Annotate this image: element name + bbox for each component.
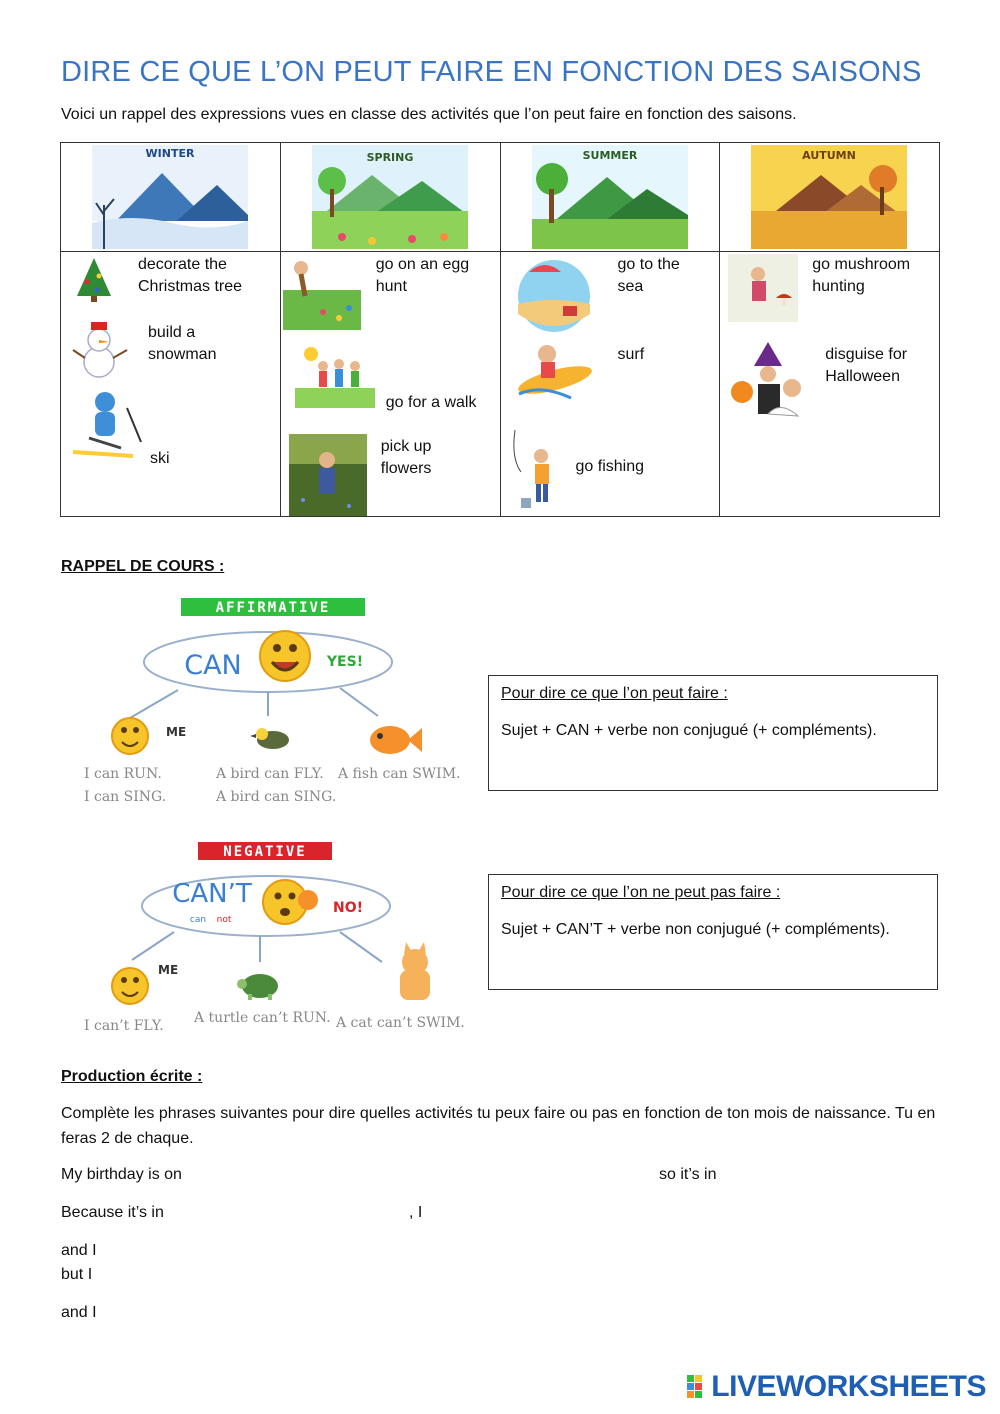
fish-icon [370,726,422,754]
activity-egg-hunt: go on an egg hunt [375,256,470,295]
beach-icon [515,258,593,334]
can-keyword: CAN [184,650,242,681]
me-label: ME [158,963,179,977]
summer-header-cell [500,143,720,252]
no-answer: NO! [332,900,364,916]
autumn-landscape-image [751,145,907,249]
example-i-can-run: I can RUN. [84,766,162,782]
activity-sea: go to the sea [617,256,680,295]
season-label: AUTUMN [802,149,857,162]
example-fish-swim: A fish can SWIM. [338,766,461,782]
example-bird-sing: A bird can SING. [216,789,337,805]
christmas-tree-icon [71,256,117,304]
page-title: DIRE CE QUE L’ON PEUT FAIRE EN FONCTION DES SAISONS [61,56,922,88]
can-rule-box [488,675,938,791]
cant-rule-title: Pour dire ce que l’on ne peut pas faire : [501,884,781,901]
cant-keyword: CAN’T [172,879,252,909]
affirmative-banner: AFFIRMATIVE [215,600,331,616]
example-turtle-run: A turtle can’t RUN. [194,1010,331,1026]
mushroom-hunting-icon [728,254,798,322]
line-because-i-label: , I [409,1204,423,1221]
summer-landscape-image [532,145,688,249]
example-i-can-sing: I can SING. [84,789,167,805]
cat-icon [400,942,430,1000]
activity-ski: ski [150,450,170,467]
halloween-icon [728,340,812,424]
negative-diagram [78,838,478,1054]
winter-landscape-image [92,145,248,249]
happy-emoji-icon [260,631,310,681]
spring-activities-cell [280,252,500,517]
liveworksheets-logo-icon [687,1374,711,1400]
line-but-i: but I [61,1266,93,1283]
expansion-can: can [189,915,207,925]
activity-walk: go for a walk [385,394,477,411]
flowers-photo [289,434,367,516]
cant-rule-formula: Sujet + CAN’T + verbe non conjugué (+ compléments). [501,921,890,938]
line-season-label: so it’s in [659,1166,717,1183]
cant-rule-box [488,874,938,990]
walk-icon [295,344,375,408]
turtle-icon [237,974,278,1000]
activity-pick-flowers: pick up flowers [380,438,432,477]
seasons-table [60,142,940,517]
line-birthday-label: My birthday is on [61,1166,182,1183]
season-label: SPRING [366,151,414,164]
liveworksheets-logo [687,1370,986,1404]
activity-halloween: disguise for Halloween [825,346,908,385]
surfer-icon [511,340,595,404]
can-rule-title: Pour dire ce que l’on peut faire : [501,685,728,702]
me-emoji-icon [112,968,148,1004]
activity-build-snowman: build a snowman [148,324,217,363]
summer-activities-cell [500,252,720,517]
can-rule-formula: Sujet + CAN + verbe non conjugué (+ compléments). [501,722,877,739]
activity-fishing: go fishing [575,458,644,475]
spring-header-cell [280,143,500,252]
me-label: ME [166,725,187,739]
spring-landscape-image [312,145,468,249]
season-label: SUMMER [582,149,637,162]
example-cat-swim: A cat can’t SWIM. [336,1015,465,1031]
production-instructions: Complète les phrases suivantes pour dire quelles activités tu peux faire ou pas en fonction de ton mois de naissance. Tu en feras 2 de chaque. [61,1105,936,1147]
example-i-cant-fly: I can’t FLY. [84,1018,164,1034]
activity-decorate-tree: decorate the Christmas tree [138,256,243,295]
rappel-heading: RAPPEL DE COURS : [61,558,225,575]
line-and-i-2: and I [61,1304,97,1321]
activity-surf: surf [617,346,645,363]
expansion-not: not [216,915,232,925]
negative-banner: NEGATIVE [223,844,307,860]
example-bird-fly: A bird can FLY. [216,766,324,782]
line-because-label: Because it’s in [61,1204,164,1221]
winter-activities-cell [61,252,281,517]
egg-hunt-icon [283,256,361,330]
affirmative-diagram [78,594,478,810]
production-heading: Production écrite : [61,1068,203,1085]
autumn-header-cell [720,143,940,252]
snowman-icon [69,318,133,380]
winter-header-cell [61,143,281,252]
autumn-activities-cell [720,252,940,517]
season-label: WINTER [145,147,195,160]
bird-icon [250,728,289,749]
intro-text: Voici un rappel des expressions vues en classe des activités que l’on peut faire en fonction des saisons. [61,106,797,123]
line-and-i-1: and I [61,1242,97,1259]
skier-icon [69,388,145,464]
liveworksheets-wordmark: LIVEWORKSHEETS [711,1370,986,1403]
activity-mushroom: go mushroom hunting [812,256,911,295]
me-emoji-icon [112,718,148,754]
yes-answer: YES! [326,654,364,670]
fishing-icon [511,428,563,512]
